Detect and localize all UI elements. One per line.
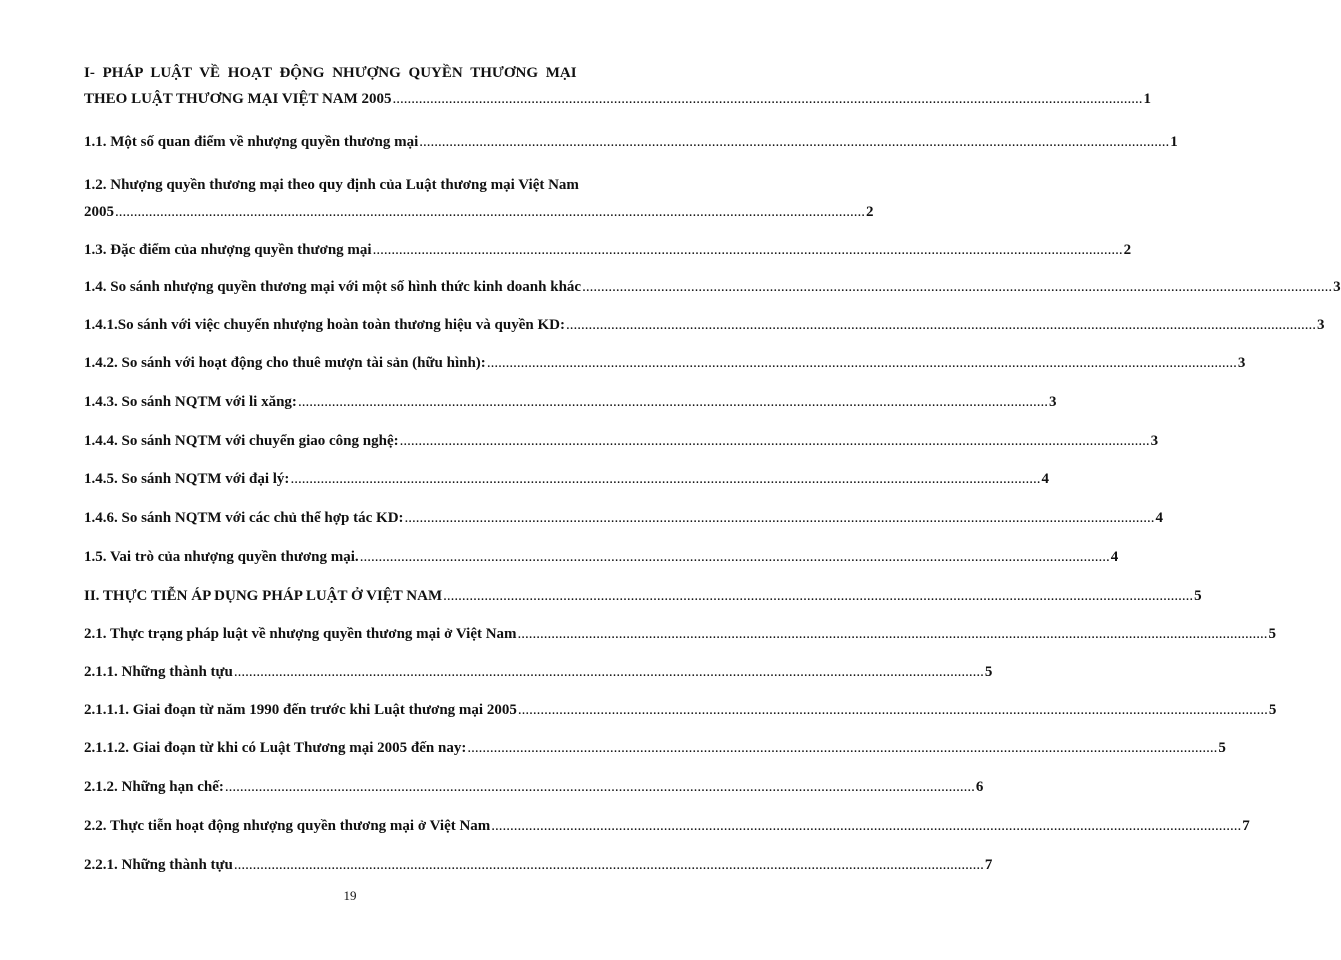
toc-entry — [84, 314, 1325, 336]
page-number: 19 — [343, 888, 357, 903]
toc-entry-title: 1.4.4. So sánh NQTM với chuyển giao công nghệ: — [84, 433, 399, 449]
toc-entry-page: 5 — [984, 664, 993, 680]
toc-entry — [84, 623, 1277, 645]
toc-entry-title: 1.4. So sánh nhượng quyền thương mại với một số hình thức kinh doanh khác — [84, 279, 582, 295]
toc-entry — [84, 468, 1049, 490]
toc-entry-title: 2.2. Thực tiễn hoạt động nhượng quyền thương mại ở Việt Nam — [84, 818, 491, 834]
toc-entry — [84, 391, 1057, 413]
toc-leader-dots: ........................................................................................................................................................................................................ — [565, 317, 1316, 333]
toc-entry-title: 1.2. Nhượng quyền thương mại theo quy định của Luật thương mại Việt Nam — [84, 177, 579, 193]
toc-entry-title: 2.1. Thực trạng pháp luật về nhượng quyền thương mại ở Việt Nam — [84, 626, 517, 642]
toc-entry-page: 5 — [1218, 740, 1226, 756]
toc-entry — [84, 430, 1159, 452]
toc-entry-title: 2.1.1.1. Giai đoạn từ năm 1990 đến trước khi Luật thương mại 2005 — [84, 702, 517, 718]
toc-entry — [84, 546, 1119, 568]
toc-leader-dots: ........................................................................................................................................................................................................ — [443, 588, 1194, 604]
toc-entry-page: 6 — [975, 779, 984, 795]
toc-entry — [84, 737, 1226, 759]
toc-entry — [84, 239, 1132, 261]
toc-entry — [84, 661, 993, 683]
toc-entry — [84, 699, 1277, 721]
toc-leader-dots: ........................................................................................................................................................................................................ — [399, 433, 1150, 449]
toc-entry-title: 2.1.1. Những thành tựu — [84, 664, 233, 680]
toc-entry-page: 3 — [1333, 279, 1341, 295]
toc-entry-page: 3 — [1150, 433, 1159, 449]
toc-entry — [84, 174, 630, 196]
toc-entry-page: 2 — [866, 204, 874, 220]
toc-leader-dots: ........................................................................................................................................................................................................ — [359, 549, 1110, 565]
toc-entry-title: 1.4.2. So sánh với hoạt động cho thuê mượn tài sản (hữu hình): — [84, 355, 486, 371]
toc-entry-page: 5 — [1268, 702, 1277, 718]
toc-entry-page: 2 — [1123, 242, 1132, 258]
toc-entry — [84, 854, 993, 876]
toc-leader-dots: ........................................................................................................................................................................................................ — [517, 626, 1268, 642]
toc-entry-page: 1 — [1170, 134, 1178, 150]
toc-entry — [84, 131, 1178, 153]
toc-leader-dots: ........................................................................................................................................................................................................ — [233, 664, 984, 680]
toc-leader-dots: ........................................................................................................................................................................................................ — [467, 740, 1218, 756]
toc-leader-dots: ........................................................................................................................................................................................................ — [233, 857, 984, 873]
toc-entry-title: 1.4.6. So sánh NQTM với các chủ thể hợp tác KD: — [84, 510, 404, 526]
toc-entry — [84, 352, 1246, 374]
toc-entry-page: 5 — [1194, 588, 1202, 604]
toc-leader-dots: ........................................................................................................................................................................................................ — [392, 91, 1143, 107]
toc-entry — [84, 62, 630, 84]
toc-leader-dots: ........................................................................................................................................................................................................ — [491, 818, 1242, 834]
toc-entry-title: 2005 — [84, 204, 114, 220]
toc-entry-title: 1.4.1.So sánh với việc chuyển nhượng hoàn toàn thương hiệu và quyền KD: — [84, 317, 565, 333]
toc-entry-title: 2.1.2. Những hạn chế: — [84, 779, 224, 795]
toc-leader-dots: ........................................................................................................................................................................................................ — [115, 204, 865, 220]
toc-entry-title: 1.4.5. So sánh NQTM với đại lý: — [84, 471, 290, 487]
toc-leader-dots: ........................................................................................................................................................................................................ — [404, 510, 1155, 526]
toc-entry-page: 5 — [1268, 626, 1277, 642]
toc-entry-title: 2.1.1.2. Giai đoạn từ khi có Luật Thương mại 2005 đến nay: — [84, 740, 467, 756]
toc-entry-title: II. THỰC TIỄN ÁP DỤNG PHÁP LUẬT Ở VIỆT NAM — [84, 588, 443, 604]
toc-leader-dots: ........................................................................................................................................................................................................ — [372, 242, 1123, 258]
toc-entry-page: 3 — [1237, 355, 1246, 371]
toc-entry — [84, 88, 1152, 110]
toc-leader-dots: ........................................................................................................................................................................................................ — [297, 394, 1048, 410]
toc-leader-dots: ........................................................................................................................................................................................................ — [290, 471, 1041, 487]
toc-entry-page: 3 — [1048, 394, 1057, 410]
toc-leader-dots: ........................................................................................................................................................................................................ — [486, 355, 1237, 371]
toc-entry-page: 1 — [1143, 91, 1152, 107]
toc-entry — [84, 815, 1250, 837]
toc-entry-title: 1.5. Vai trò của nhượng quyền thương mại. — [84, 549, 359, 565]
toc-entry — [84, 276, 1341, 298]
toc-leader-dots: ........................................................................................................................................................................................................ — [582, 279, 1333, 295]
toc-entry-title: 1.3. Đặc điểm của nhượng quyền thương mại — [84, 242, 372, 258]
toc-leader-dots: ........................................................................................................................................................................................................ — [517, 702, 1268, 718]
toc-entry-page: 4 — [1041, 471, 1049, 487]
toc-leader-dots: ........................................................................................................................................................................................................ — [224, 779, 975, 795]
toc-entry-page: 7 — [984, 857, 993, 873]
toc-entry-title: 1.1. Một số quan điểm về nhượng quyền thương mại — [84, 134, 419, 150]
toc-entry-title: 1.4.3. So sánh NQTM với li xăng: — [84, 394, 297, 410]
toc-entry-title: THEO LUẬT THƯƠNG MẠI VIỆT NAM 2005 — [84, 91, 392, 107]
toc-entry-page: 3 — [1316, 317, 1325, 333]
toc-entry — [84, 776, 984, 798]
toc-entry — [84, 201, 874, 223]
toc-entry-title: I- PHÁP LUẬT VỀ HOẠT ĐỘNG NHƯỢNG QUYỀN THƯƠNG MẠI — [84, 65, 577, 81]
toc-entry-title: 2.2.1. Những thành tựu — [84, 857, 233, 873]
toc-entry-page: 7 — [1242, 818, 1250, 834]
toc-leader-dots: ........................................................................................................................................................................................................ — [419, 134, 1170, 150]
toc-entry — [84, 507, 1164, 529]
toc-entry — [84, 585, 1202, 607]
toc-entry-page: 4 — [1110, 549, 1119, 565]
toc-entry-page: 4 — [1155, 510, 1164, 526]
